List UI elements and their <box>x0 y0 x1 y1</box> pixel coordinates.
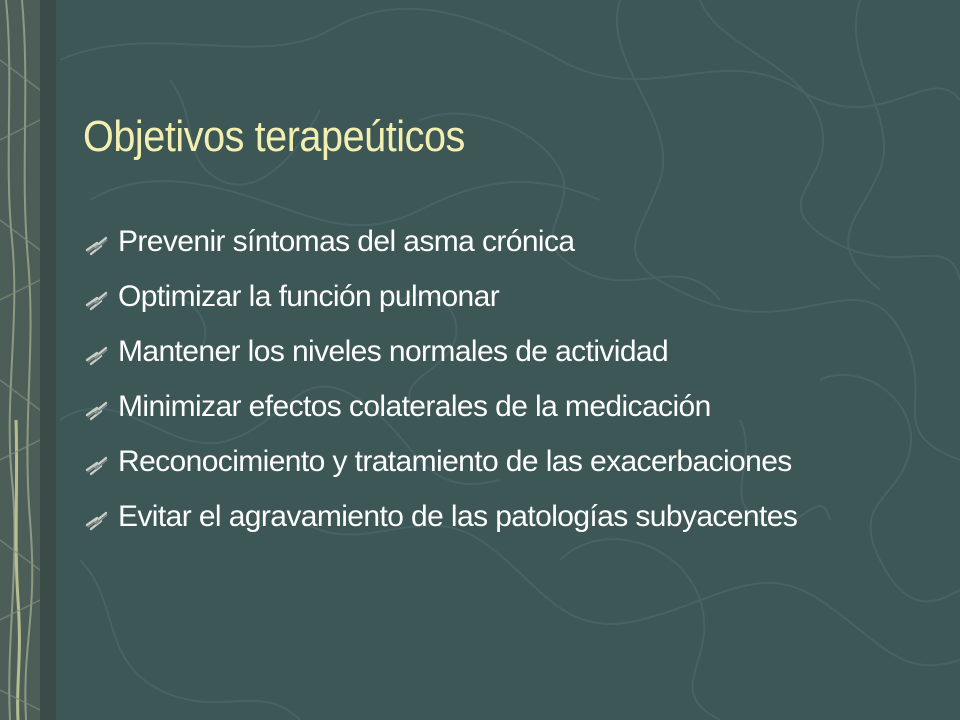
leaf-bullet-icon <box>84 230 110 256</box>
bullet-list <box>80 224 852 554</box>
bullet-text: Minimizar efectos colaterales de la medicación <box>118 390 711 423</box>
bullet-text: Prevenir síntomas del asma crónica <box>118 225 575 258</box>
bullet-text: Reconocimiento y tratamiento de las exacerbaciones <box>118 445 792 478</box>
left-edge-texture <box>0 0 56 720</box>
list-item <box>80 389 852 425</box>
leaf-bullet-icon <box>84 450 110 476</box>
leaf-bullet-icon <box>84 395 110 421</box>
list-item <box>80 334 852 370</box>
leaf-bullet-icon <box>84 505 110 531</box>
bullet-text: Evitar el agravamiento de las patologías subyacentes <box>118 500 798 533</box>
bullet-text: Mantener los niveles normales de actividad <box>118 335 669 368</box>
leaf-bullet-icon <box>84 285 110 311</box>
leaf-bullet-icon <box>84 340 110 366</box>
bullet-text: Optimizar la función pulmonar <box>118 280 500 313</box>
list-item <box>80 224 852 260</box>
list-item <box>80 444 852 480</box>
list-item <box>80 279 852 315</box>
list-item <box>80 499 852 535</box>
slide-title: Objetivos terapeúticos <box>83 112 465 161</box>
